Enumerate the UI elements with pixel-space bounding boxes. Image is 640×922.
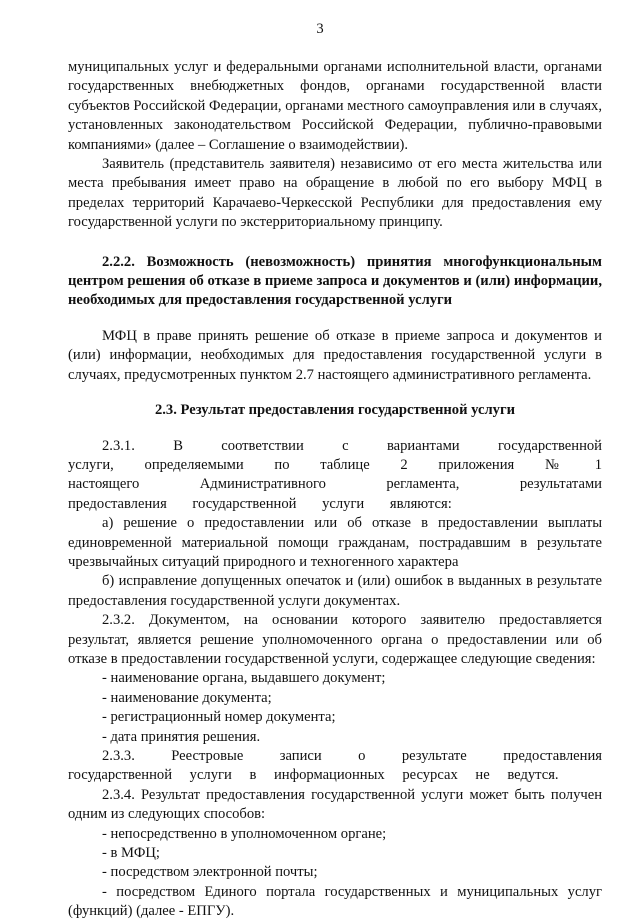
list-item: - регистрационный номер документа; bbox=[102, 709, 336, 726]
page-number: 3 bbox=[316, 21, 324, 37]
paragraph-2-3-1: 2.3.1. В соответствии с вариантами государственной услуги, определяемыми по таблице 2 приложения № 1 настоящего Административного регламента, результатами предоставления государственной услуги являются: bbox=[68, 437, 602, 512]
list-item: - дата принятия решения. bbox=[102, 728, 261, 745]
paragraph-2-3-1-b: б) исправление допущенных опечаток и (или) ошибок в выданных в результате предоставления государственной услуги документах. bbox=[68, 573, 602, 609]
section-heading-2-2-2: 2.2.2. Возможность (невозможность) принятия многофункциональным центром решения об отказе в приеме запроса и документов и (или) информации, необходимых для предоставления государственной услуги bbox=[68, 253, 602, 309]
section-heading-2-3: 2.3. Результат предоставления государственной услуги bbox=[154, 402, 516, 419]
list-item: - наименование органа, выдавшего документ; bbox=[102, 670, 386, 687]
list-item: - наименование документа; bbox=[102, 689, 272, 706]
paragraph-mfc-refusal: МФЦ в праве принять решение об отказе в приеме запроса и документов и (или) информации, необходимых для предоставления государственной услуги в случаях, предусмотренных пунктом 2.7 настоящего административного регламента. bbox=[68, 327, 602, 383]
list-item: - в МФЦ; bbox=[102, 845, 160, 862]
paragraph-2-3-4: 2.3.4. Результат предоставления государственной услуги может быть получен одним из следующих способов: bbox=[68, 786, 602, 823]
document-body bbox=[68, 58, 602, 922]
paragraph-2-3-1-a: а) решение о предоставлении или об отказе в предоставлении выплаты единовременной материальной помощи гражданам, пострадавшим в результате чрезвычайных ситуаций природного и техногенного характера bbox=[68, 515, 602, 570]
list-item: - непосредственно в уполномоченном органе; bbox=[102, 825, 387, 842]
paragraph-2-3-2: 2.3.2. Документом, на основании которого заявителю предоставляется результат, является решение уполномоченного органа о предоставлении или об отказе в предоставлении государственной услуги, содержащее следующие сведения: bbox=[68, 612, 602, 667]
list-item: - посредством электронной почты; bbox=[102, 864, 318, 881]
paragraph-applicant-rights: Заявитель (представитель заявителя) независимо от его места жительства или места пребывания имеет право на обращение в любой по его выбору МФЦ в пределах территорий Карачаево-Черкесской Республики для предоставления ему государственной услуги по экстерриториальному принципу. bbox=[68, 156, 602, 231]
list-item: - посредством Единого портала государственных и муниципальных услуг (функций) (далее - ЕПГУ). bbox=[68, 883, 602, 920]
paragraph-agreement-continued: муниципальных услуг и федеральными органами исполнительной власти, органами государственных внебюджетных фондов, органами государственной власти субъектов Российской Федерации, органами местного самоуправления или в случаях, установленных законодательством Российской Федерации, публично-правовыми компаниями» (далее – Соглашение о взаимодействии). bbox=[68, 59, 602, 153]
paragraph-2-3-3: 2.3.3. Реестровые записи о результате предоставления государственной услуги в информационных ресурсах не ведутся. bbox=[68, 748, 602, 784]
